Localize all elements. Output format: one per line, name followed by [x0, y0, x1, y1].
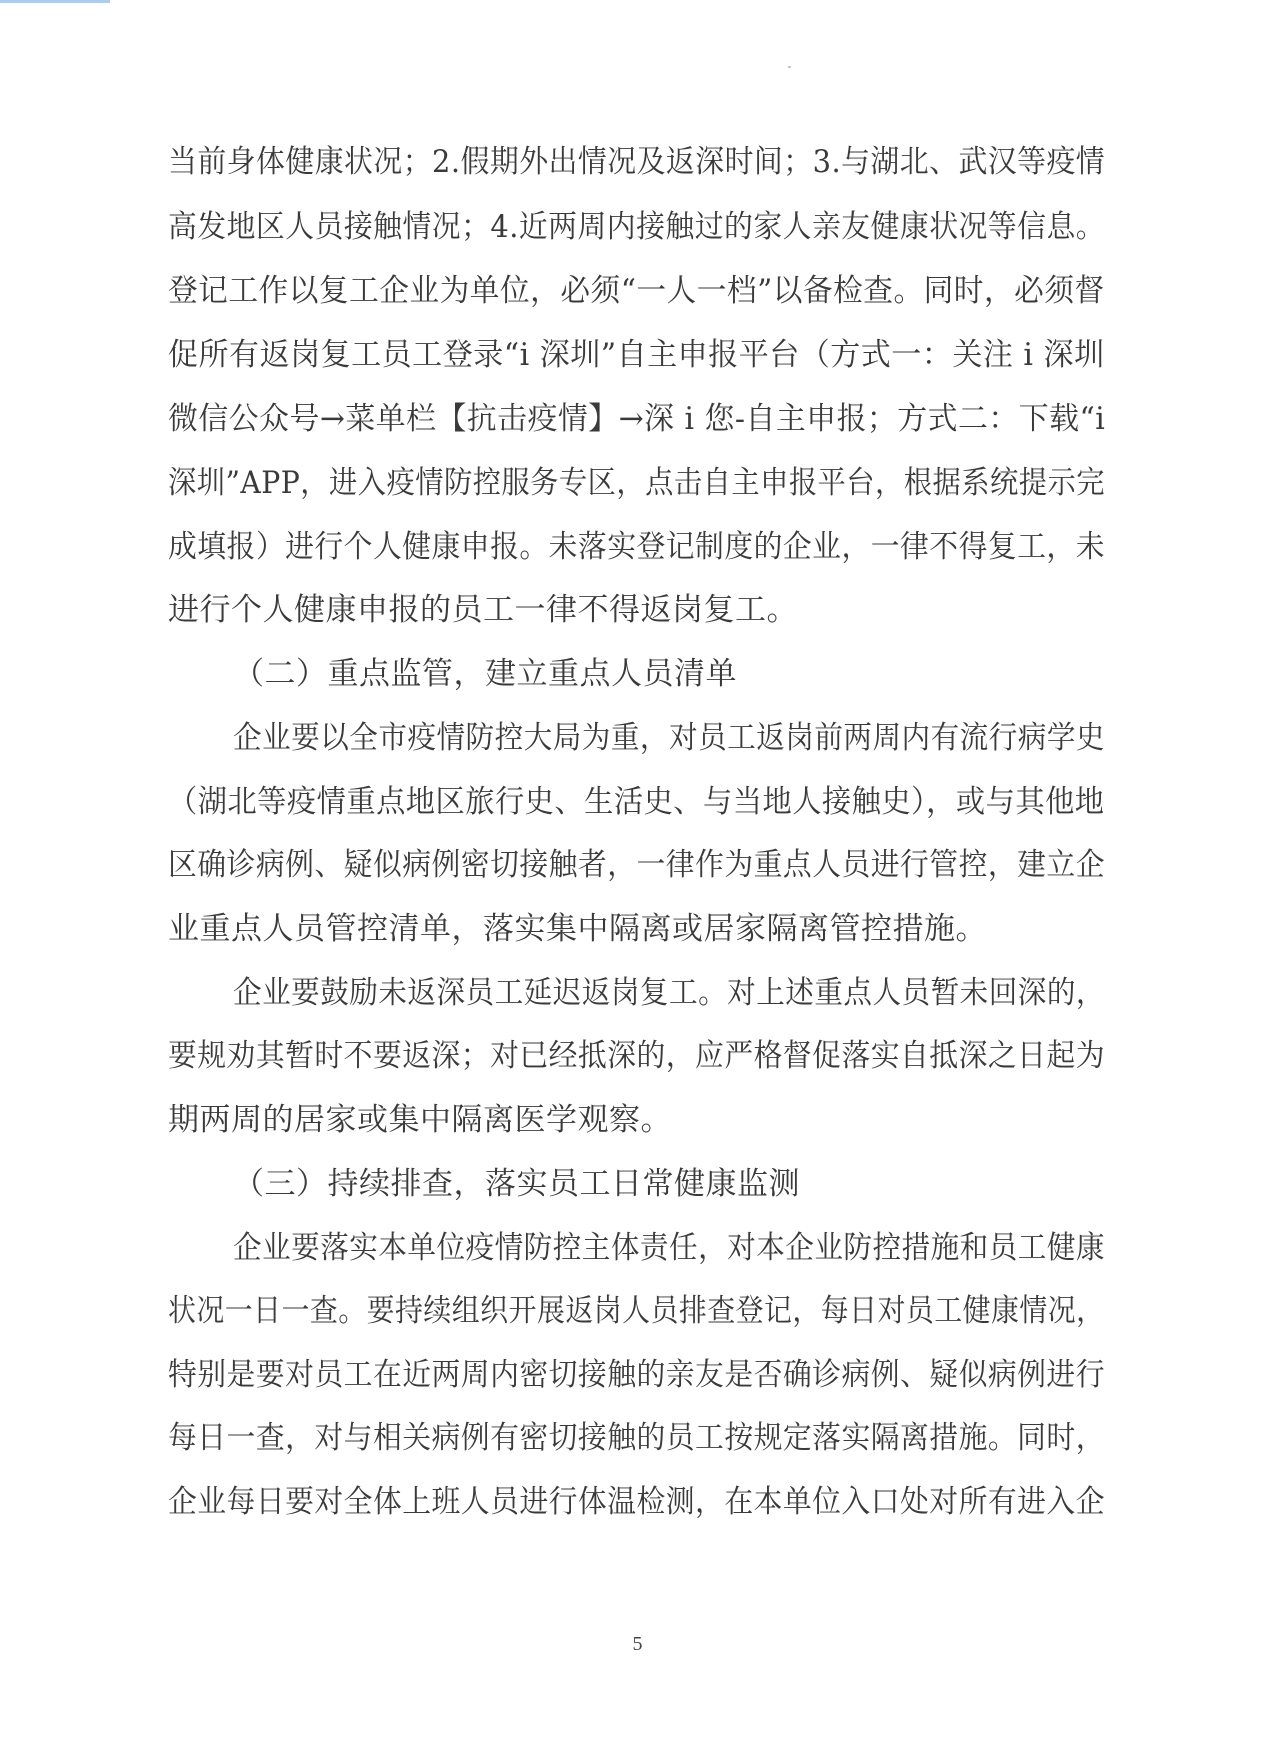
body-line: 深圳”APP，进入疫情防控服务专区，点击自主申报平台，根据系统提示完 [168, 465, 1105, 501]
body-line: 促所有返岗复工员工登录“i 深圳”自主申报平台（方式一：关注 i 深圳 [168, 337, 1105, 373]
body-line: 企业要落实本单位疫情防控主体责任，对本企业防控措施和员工健康 [233, 1230, 1105, 1266]
body-line: 业重点人员管控清单，落实集中隔离或居家隔离管控措施。 [168, 911, 987, 947]
body-line: 高发地区人员接触情况；4.近两周内接触过的家人亲友健康状况等信息。 [168, 209, 1106, 245]
page-number: 5 [632, 1633, 643, 1655]
body-line: 要规劝其暂时不要返深；对已经抵深的，应严格督促落实自抵深之日起为 [168, 1038, 1105, 1074]
body-line: 登记工作以复工企业为单位，必须“一人一档”以备检查。同时，必须督 [168, 273, 1105, 309]
body-line: 成填报）进行个人健康申报。未落实登记制度的企业，一律不得复工，未 [168, 529, 1105, 565]
body-line: 期两周的居家或集中隔离医学观察。 [168, 1102, 672, 1138]
body-line: 状况一日一查。要持续组织开展返岗人员排查登记，每日对员工健康情况， [168, 1293, 1105, 1329]
body-line: 微信公众号→菜单栏【抗击疫情】→深 i 您-自主申报；方式二：下载“i [168, 401, 1106, 437]
body-line: 企业每日要对全体上班人员进行体温检测，在本单位入口处对所有进入企 [168, 1484, 1105, 1520]
section-heading-3: （三）持续排查，落实员工日常健康监测 [233, 1166, 800, 1202]
body-line: 区确诊病例、疑似病例密切接触者，一律作为重点人员进行管控，建立企 [168, 847, 1105, 883]
body-line: 每日一查，对与相关病例有密切接触的员工按规定落实隔离措施。同时， [168, 1420, 1105, 1456]
body-line: （湖北等疫情重点地区旅行史、生活史、与当地人接触史），或与其他地 [168, 784, 1105, 820]
body-line: 进行个人健康申报的员工一律不得返岗复工。 [168, 592, 798, 628]
body-line: 当前身体健康状况；2.假期外出情况及返深时间；3.与湖北、武汉等疫情 [168, 144, 1106, 180]
body-line: 企业要以全市疫情防控大局为重，对员工返岗前两周内有流行病学史 [233, 720, 1105, 756]
body-line: 企业要鼓励未返深员工延迟返岗复工。对上述重点人员暂未回深的， [233, 975, 1105, 1011]
section-heading-2: （二）重点监管，建立重点人员清单 [233, 656, 737, 692]
body-line: 特别是要对员工在近两周内密切接触的亲友是否确诊病例、疑似病例进行 [168, 1357, 1105, 1393]
